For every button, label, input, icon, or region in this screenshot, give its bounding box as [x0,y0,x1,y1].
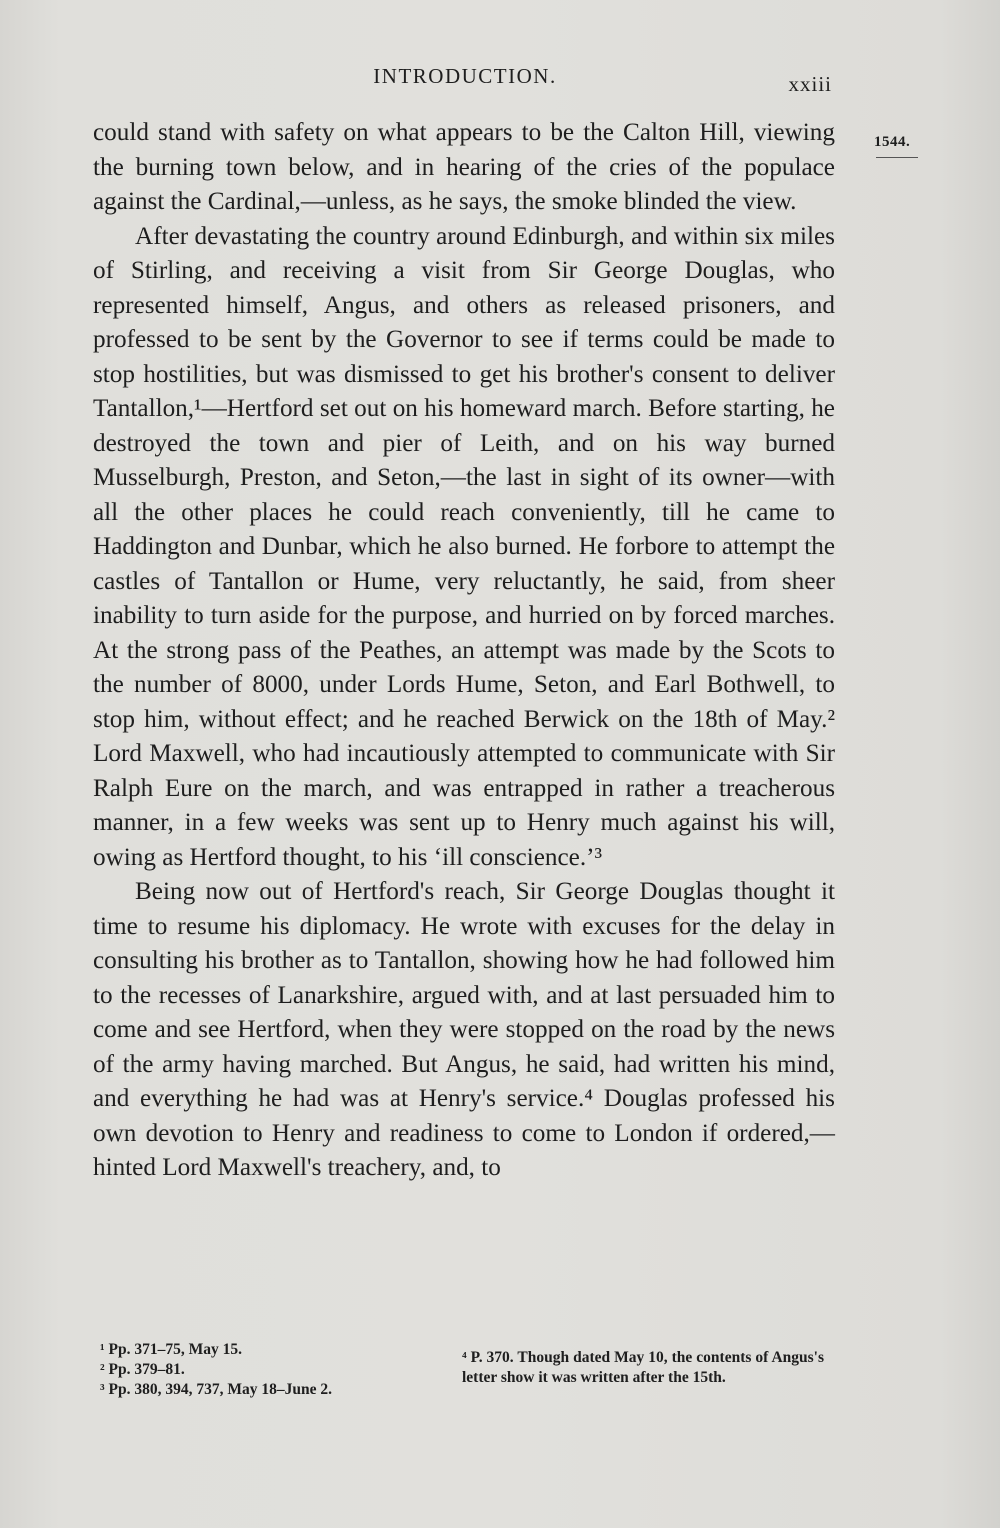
footnote-3: ³ Pp. 380, 394, 737, May 18–June 2. [100,1381,332,1398]
paragraph: After devastating the country around Edinburgh, and within six miles of Stirling, and receiving a visit from Sir George Douglas, who represented himself, Angus, and others as released prisoners, and professed to be sent by the Governor to see if terms could be made to stop hostilities, but was dismissed to get his brother's consent to deliver Tantallon,¹—Hertford set out on his homeward march. Before starting, he destroyed the town and pier of Leith, and on his way burned Musselburgh, Preston, and Seton,—the last in sight of its owner—with all the other places he could reach conveniently, till he came to Haddington and Dunbar, which he also burned. He forbore to attempt the castles of Tantallon or Hume, very reluctantly, he said, from sheer inability to turn aside for the purpose, and hurried on by forced marches. At the strong pass of the Peathes, an attempt was made by the Scots to the number of 8000, under Lords Hume, Seton, and Earl Bothwell, to stop him, without effect; and he reached Berwick on the 18th of May.² Lord Maxwell, who had incautiously attempted to communicate with Sir Ralph Eure on the march, and was entrapped in rather a treacherous manner, in a few weeks was sent up to Henry much against his will, owing as Hertford thought, to his ‘ill conscience.’³ [93,222,835,871]
page-number: xxiii [788,72,832,96]
footnote-2: ² Pp. 379–81. [100,1361,185,1378]
margin-rule [876,157,918,158]
paragraph-continuation: could stand with safety on what appears to be the Calton Hill, viewing the burning town below, and in hearing of the cries of the populace against the Cardinal,—unless, as he says, the smoke blinded the view. [93,119,835,215]
margin-year-note: 1544. [874,134,911,150]
footnote-4: ⁴ P. 370. Though dated May 10, the contents of Angus's letter show it was written after the 15th. [462,1349,824,1386]
body-text [93,116,835,1186]
footnotes-left [100,1340,430,1400]
footnote-1: ¹ Pp. 371–75, May 15. [100,1341,242,1358]
running-head [90,62,840,96]
running-title: INTRODUCTION. [373,64,557,88]
paragraph: Being now out of Hertford's reach, Sir George Douglas thought it time to resume his diplomacy. He wrote with excuses for the delay in consulting his brother as to Tantallon, showing how he had followed him to the recesses of Lanarkshire, argued with, and at last persuaded him to come and see Hertford, when they were stopped on the road by the news of the army having marched. But Angus, he said, had written his mind, and everything he had was at Henry's service.⁴ Douglas professed his own devotion to Henry and readiness to come to London if ordered,—hinted Lord Maxwell's treachery, and, to [93,878,835,1181]
